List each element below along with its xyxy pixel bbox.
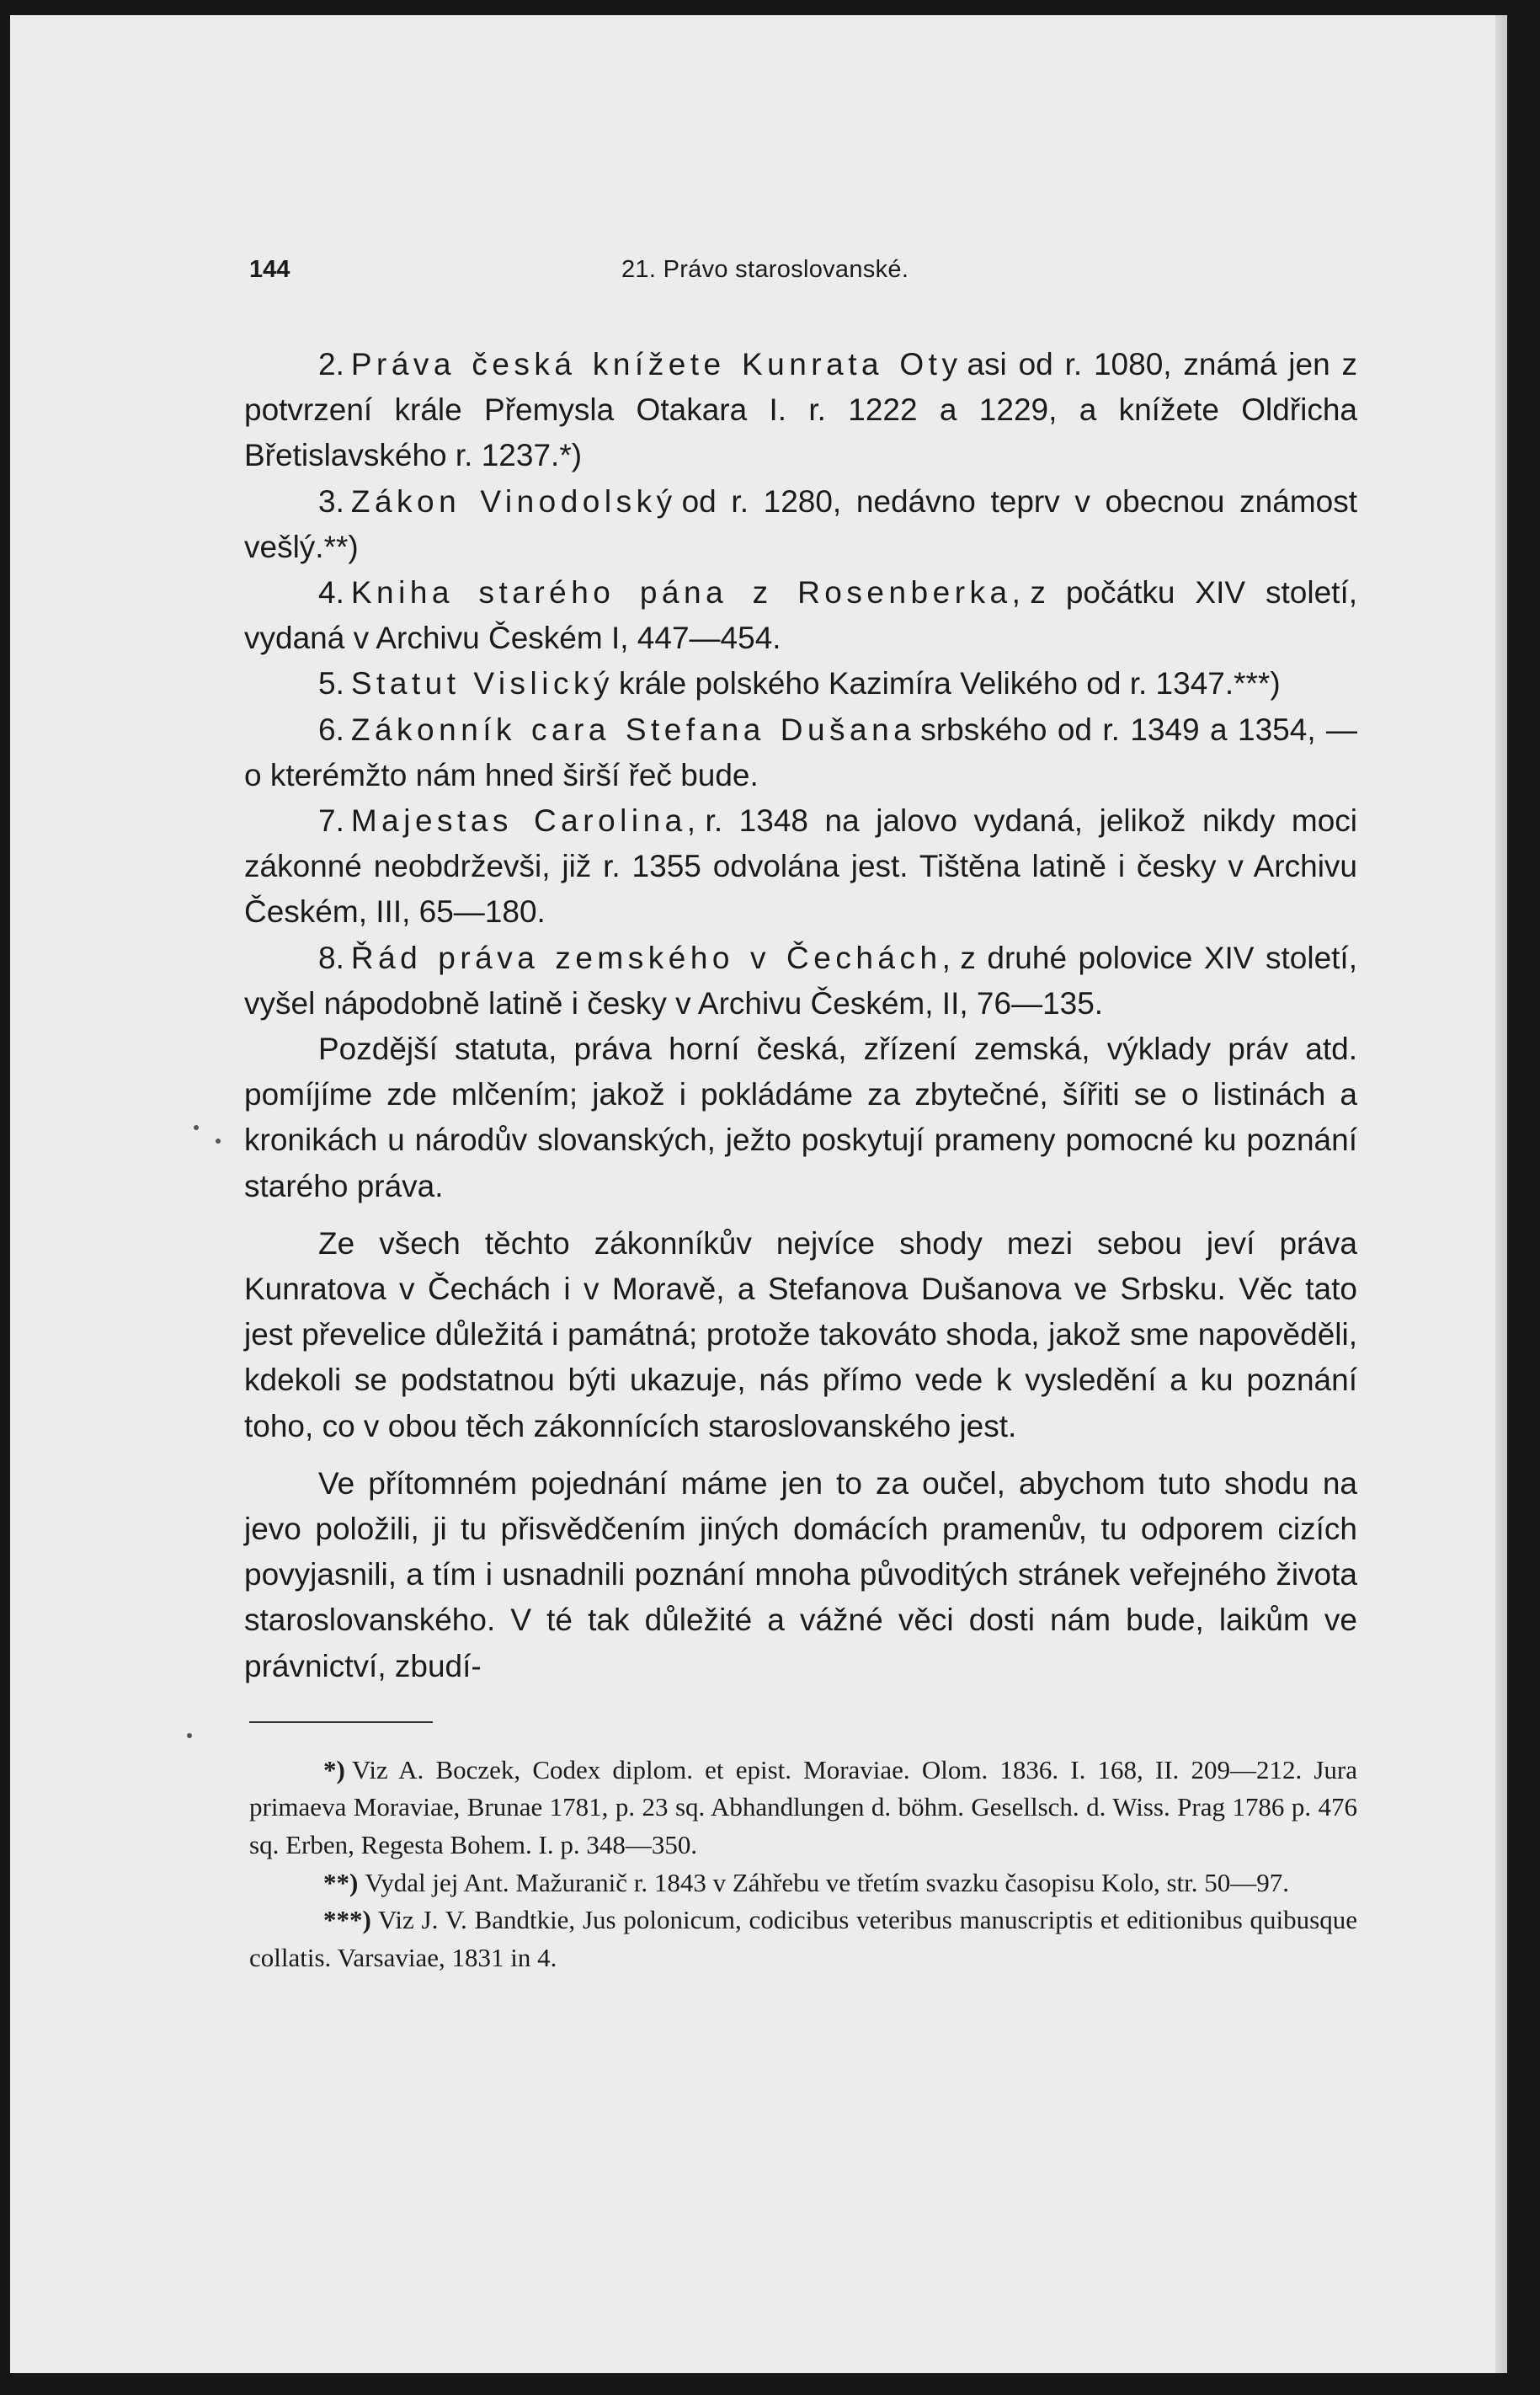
running-head bbox=[244, 227, 1357, 283]
source-title: Kniha starého pána z Rosenberka, bbox=[350, 575, 1026, 611]
source-title: Majestas Carolina, bbox=[350, 803, 701, 839]
source-title: Řád práva zemského v Čechách, bbox=[350, 940, 956, 975]
ink-speck bbox=[187, 1733, 192, 1738]
running-title: 21. Právo staroslovanské. bbox=[621, 256, 909, 283]
list-item: 2. Práva česká knížete Kunrata Oty asi od r. 1080, známá jen z potvrzení krále Přemysla Otakara I. r. 1222 a 1229, a knížete Oldřicha Břetislavského r. 1237.*) bbox=[244, 347, 1357, 473]
source-title: Statut Vislický bbox=[350, 666, 614, 701]
list-item: 6. Zákonník cara Stefana Dušana srbského od r. 1349 a 1354, — o kterémžto nám hned širší řeč bude. bbox=[244, 712, 1357, 792]
book-page bbox=[10, 15, 1507, 2373]
footnote: **) Vydal jej Ant. Mažuranič r. 1843 v Záhřebu ve třetím svazku časopisu Kolo, str. 50—97. bbox=[323, 1867, 1290, 1897]
footnote: ***) Viz J. V. Bandtkie, Jus polonicum, codicibus veteribus manuscriptis et editionibus quibusque collatis. Varsaviae, 1831 in 4. bbox=[249, 1905, 1357, 1972]
list-item: 5. Statut Vislický krále polského Kazimíra Velikého od r. 1347.***) bbox=[318, 666, 1281, 701]
source-title: Práva česká knížete Kunrata Oty bbox=[350, 347, 962, 381]
footnotes bbox=[244, 1752, 1357, 1977]
footnote-rule bbox=[249, 1721, 433, 1723]
body-text bbox=[244, 342, 1357, 1689]
list-item: 8. Řád práva zemského v Čechách, z druhé polovice XIV století, vyšel nápodobně latině i česky v Archivu Českém, II, 76—135. bbox=[244, 940, 1357, 1021]
list-item: 7. Majestas Carolina, r. 1348 na jalovo vydaná, jelikož nikdy moci zákonné neobdrževši, již r. 1355 odvolána jest. Tištěna latině i česky v Archivu Českém, III, 65—180. bbox=[244, 803, 1358, 930]
page-content bbox=[244, 227, 1357, 1976]
paragraph: Ze všech těchto zákonníkův nejvíce shody mezi sebou jeví práva Kunratova v Čechách i v Moravě, a Stefanova Dušanova ve Srbsku. Věc tato jest převelice důležitá i památná; protože takováto shoda, jakož sme napověděli, kdekoli se podstatnou býti ukazuje, nás přímo vede k vysledění a ku poznání toho, co v obou těch zákonnících staroslovanského jest. bbox=[244, 1225, 1357, 1443]
ink-speck bbox=[194, 1125, 199, 1130]
page-number: 144 bbox=[249, 256, 290, 283]
paragraph: Pozdější statuta, práva horní česká, zřízení zemská, výklady práv atd. pomíjíme zde mlčením; jakož i pokládáme za zbytečné, šířiti se o listinách a kronikách u národův slovanských, ježto poskytují prameny pomocné ku poznání starého práva. bbox=[244, 1032, 1357, 1203]
paragraph: Ve přítomném pojednání máme jen to za oučel, abychom tuto shodu na jevo položili, ji tu přisvědčením jiných domácích pramenův, tu odporem cizích povyjasnili, a tím i usnadnili poznání mnoha původitých stránek veřejného života staroslovanského. V té tak důležité a vážné věci dosti nám bude, laikům ve právnictví, zbudí- bbox=[244, 1465, 1357, 1683]
source-title: Zákon Vinodolský bbox=[350, 483, 677, 519]
footnote: *) Viz A. Boczek, Codex diplom. et epist. Moraviae. Olom. 1836. I. 168, II. 209—212. Jura primaeva Moraviae, Brunae 1781, p. 23 sq. Abhandlungen d. böhm. Gesellsch. d. Wiss. Prag 1786 p. 476 sq. Erben, Regesta Bohem. I. p. 348—350. bbox=[249, 1754, 1357, 1860]
page-edge-shadow bbox=[1495, 15, 1507, 2373]
list-item: 3. Zákon Vinodolský od r. 1280, nedávno teprv v obecnou známost vešlý.**) bbox=[244, 483, 1357, 564]
source-title: Zákonník cara Stefana Dušana bbox=[350, 712, 916, 747]
list-item: 4. Kniha starého pána z Rosenberka, z počátku XIV století, vydaná v Archivu Českém I, 447—454. bbox=[244, 575, 1357, 656]
ink-speck bbox=[216, 1139, 221, 1144]
